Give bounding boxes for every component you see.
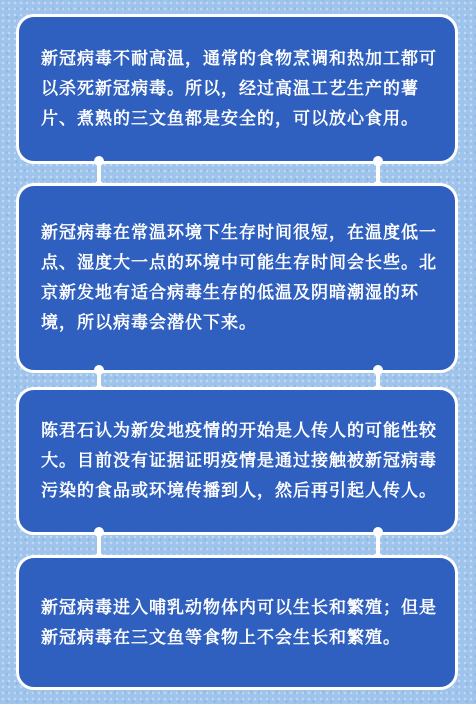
info-card-3 xyxy=(16,387,458,535)
info-card-3-text: 陈君石认为新发地疫情的开始是人传人的可能性较大。目前没有证据证明疫情是通过接触被新冠病毒污染的食品或环境传播到人，然后再引起人传人。 xyxy=(41,421,437,501)
info-card-1 xyxy=(16,14,458,164)
info-card-2-text: 新冠病毒在常温环境下生存时间很短，在温度低一点、湿度大一点的环境中可能生存时间会长些。北京新发地有适合病毒生存的低温及阴暗潮湿的环境，所以病毒会潜伏下来。 xyxy=(41,223,437,333)
info-card-4-text: 新冠病毒进入哺乳动物体内可以生长和繁殖；但是新冠病毒在三文鱼等食物上不会生长和繁殖。 xyxy=(41,597,437,648)
info-card-4 xyxy=(16,555,458,690)
info-card-2 xyxy=(16,183,458,373)
info-card-1-text: 新冠病毒不耐高温，通常的食物烹调和热加工都可以杀死新冠病毒。所以，经过高温工艺生产的薯片、煮熟的三文鱼都是安全的，可以放心食用。 xyxy=(41,49,437,129)
